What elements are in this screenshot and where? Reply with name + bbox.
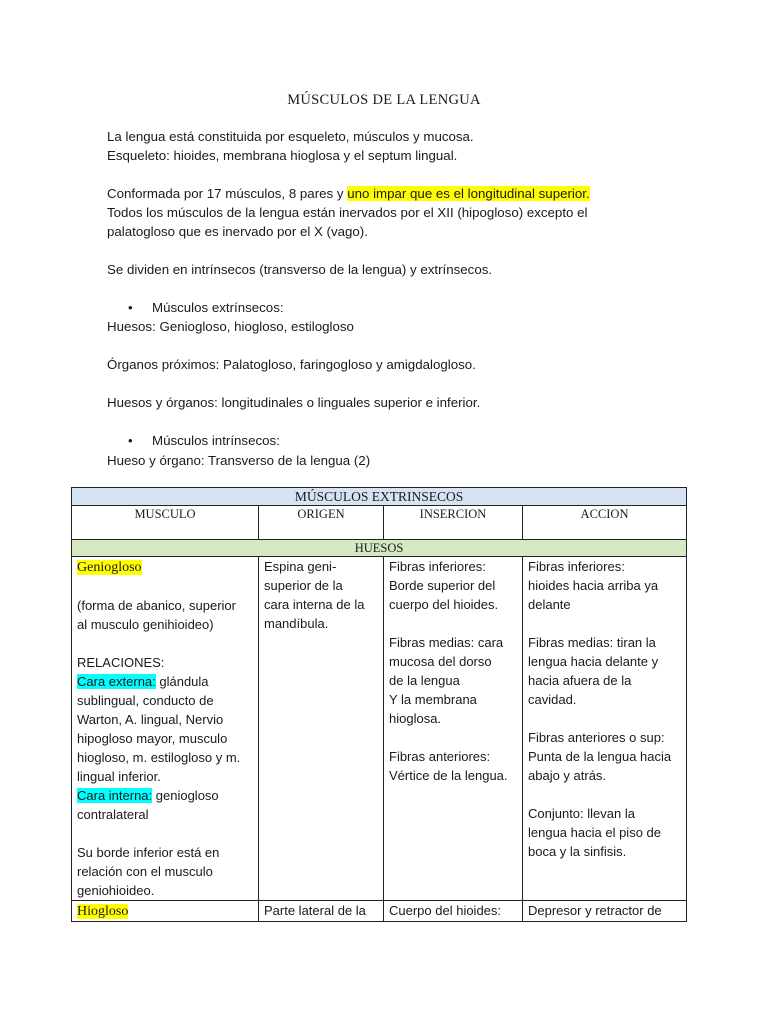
cell-line: Parte lateral de la [264,903,366,918]
column-header: ACCION [523,506,687,540]
cell-line: hiogloso, m. estilogloso y m. [77,750,241,765]
cell-line: lingual inferior. [77,769,161,784]
musculos-table [71,487,687,922]
cell-line: mandíbula. [264,616,329,631]
cell-line: Fibras medias: tiran la [528,635,656,650]
cell-line: Fibras inferiores: [528,559,625,574]
composition-line [107,184,667,203]
column-header: MUSCULO [72,506,259,540]
table-header-row [72,506,687,540]
composition-line: palatogloso que es inervado por el X (vago). [107,224,368,239]
cell-line [77,786,253,805]
composition-text: Conformada por 17 músculos, 8 pares y [107,186,348,201]
huesos-line: Huesos: Geniogloso, hiogloso, estilogloso [107,319,354,334]
highlighted-text: uno impar que es el longitudinal superior. [347,186,590,201]
table-row [72,901,687,922]
cell-line: Fibras anteriores: [389,749,491,764]
cell-line: Su borde inferior está en [77,845,220,860]
cell-line: abajo y atrás. [528,768,607,783]
cell-line: geniohioideo. [77,883,155,898]
muscle-name: Geniogloso [77,560,142,575]
origen-cell [259,557,384,901]
cell-line: relación con el musculo [77,864,213,879]
cell-line: de la lengua [389,673,460,688]
bullet-icon: • [128,300,133,315]
cell-text: glándula [155,674,209,689]
cell-line: mucosa del dorso [389,654,492,669]
cell-line: hipogloso mayor, musculo [77,731,228,746]
cell-line: cavidad. [528,692,577,707]
relaciones-label: RELACIONES: [77,655,165,670]
bullet-icon: • [128,433,133,448]
page-title: MÚSCULOS DE LA LENGUA [287,92,481,108]
cell-text: geniogloso [152,788,219,803]
cell-line: Depresor y retractor de [528,903,662,918]
cell-line: lengua hacia delante y [528,654,659,669]
composition-paragraph [107,184,667,241]
accion-cell [523,557,687,901]
huesos-organos-line: Huesos y órganos: longitudinales o linguales superior e inferior. [107,395,481,410]
intro-paragraph [107,127,667,165]
cell-line [77,672,253,691]
cara-externa-label: Cara externa: [77,674,156,689]
insercion-cell [384,557,523,901]
cell-line: Borde superior del [389,578,496,593]
cell-line: contralateral [77,807,149,822]
intro-line: La lengua está constituida por esqueleto, músculos y mucosa. [107,129,474,144]
cell-line: hioides hacia arriba ya [528,578,659,593]
column-header: INSERCION [384,506,523,540]
bullet-label: Músculos extrínsecos: [152,300,284,315]
cell-line: lengua hacia el piso de [528,825,661,840]
cell-line: boca y la sinfisis. [528,844,627,859]
composition-line: Todos los músculos de la lengua están inervados por el XII (hipogloso) excepto el [107,205,588,220]
cell-line: delante [528,597,571,612]
cell-line: Vértice de la lengua. [389,768,508,783]
cell-line: Warton, A. lingual, Nervio [77,712,224,727]
table-row [72,557,687,901]
group-header: HUESOS [72,540,687,557]
bullet-label: Músculos intrínsecos: [152,433,280,448]
bullet-extrinsecos [128,298,284,317]
cell-line: hioglosa. [389,711,442,726]
cell-line: Espina geni- [264,559,337,574]
intro-line: Esqueleto: hioides, membrana hioglosa y el septum lingual. [107,148,458,163]
cell-line: Cuerpo del hioides: [389,903,502,918]
insercion-cell [384,901,523,922]
cell-line: cuerpo del hioides. [389,597,499,612]
muscle-name: Hiogloso [77,904,129,919]
origen-cell [259,901,384,922]
column-header: ORIGEN [259,506,384,540]
cara-interna-label: Cara interna: [77,788,153,803]
cell-line: superior de la [264,578,343,593]
musculo-cell [72,901,259,922]
cell-line: sublingual, conducto de [77,693,214,708]
accion-cell [523,901,687,922]
organos-line: Órganos próximos: Palatogloso, faringogloso y amigdalogloso. [107,357,476,372]
cell-line: Conjunto: llevan la [528,806,635,821]
cell-line: Y la membrana [389,692,477,707]
cell-line: cara interna de la [264,597,365,612]
hueso-organo-line: Hueso y órgano: Transverso de la lengua (2) [107,453,371,468]
bullet-intrinsecos [128,431,280,450]
cell-line: (forma de abanico, superior [77,598,236,613]
cell-line: al musculo genihioideo) [77,617,214,632]
musculo-cell [72,557,259,901]
cell-line: hacia afuera de la [528,673,632,688]
cell-line: Fibras inferiores: [389,559,486,574]
table-group-row [72,540,687,557]
table-title: MÚSCULOS EXTRINSECOS [72,488,687,506]
division-paragraph: Se dividen en intrínsecos (transverso de la lengua) y extrínsecos. [107,262,493,277]
cell-line: Fibras medias: cara [389,635,504,650]
cell-line: Punta de la lengua hacia [528,749,672,764]
table-title-row [72,488,687,506]
cell-line: Fibras anteriores o sup: [528,730,665,745]
